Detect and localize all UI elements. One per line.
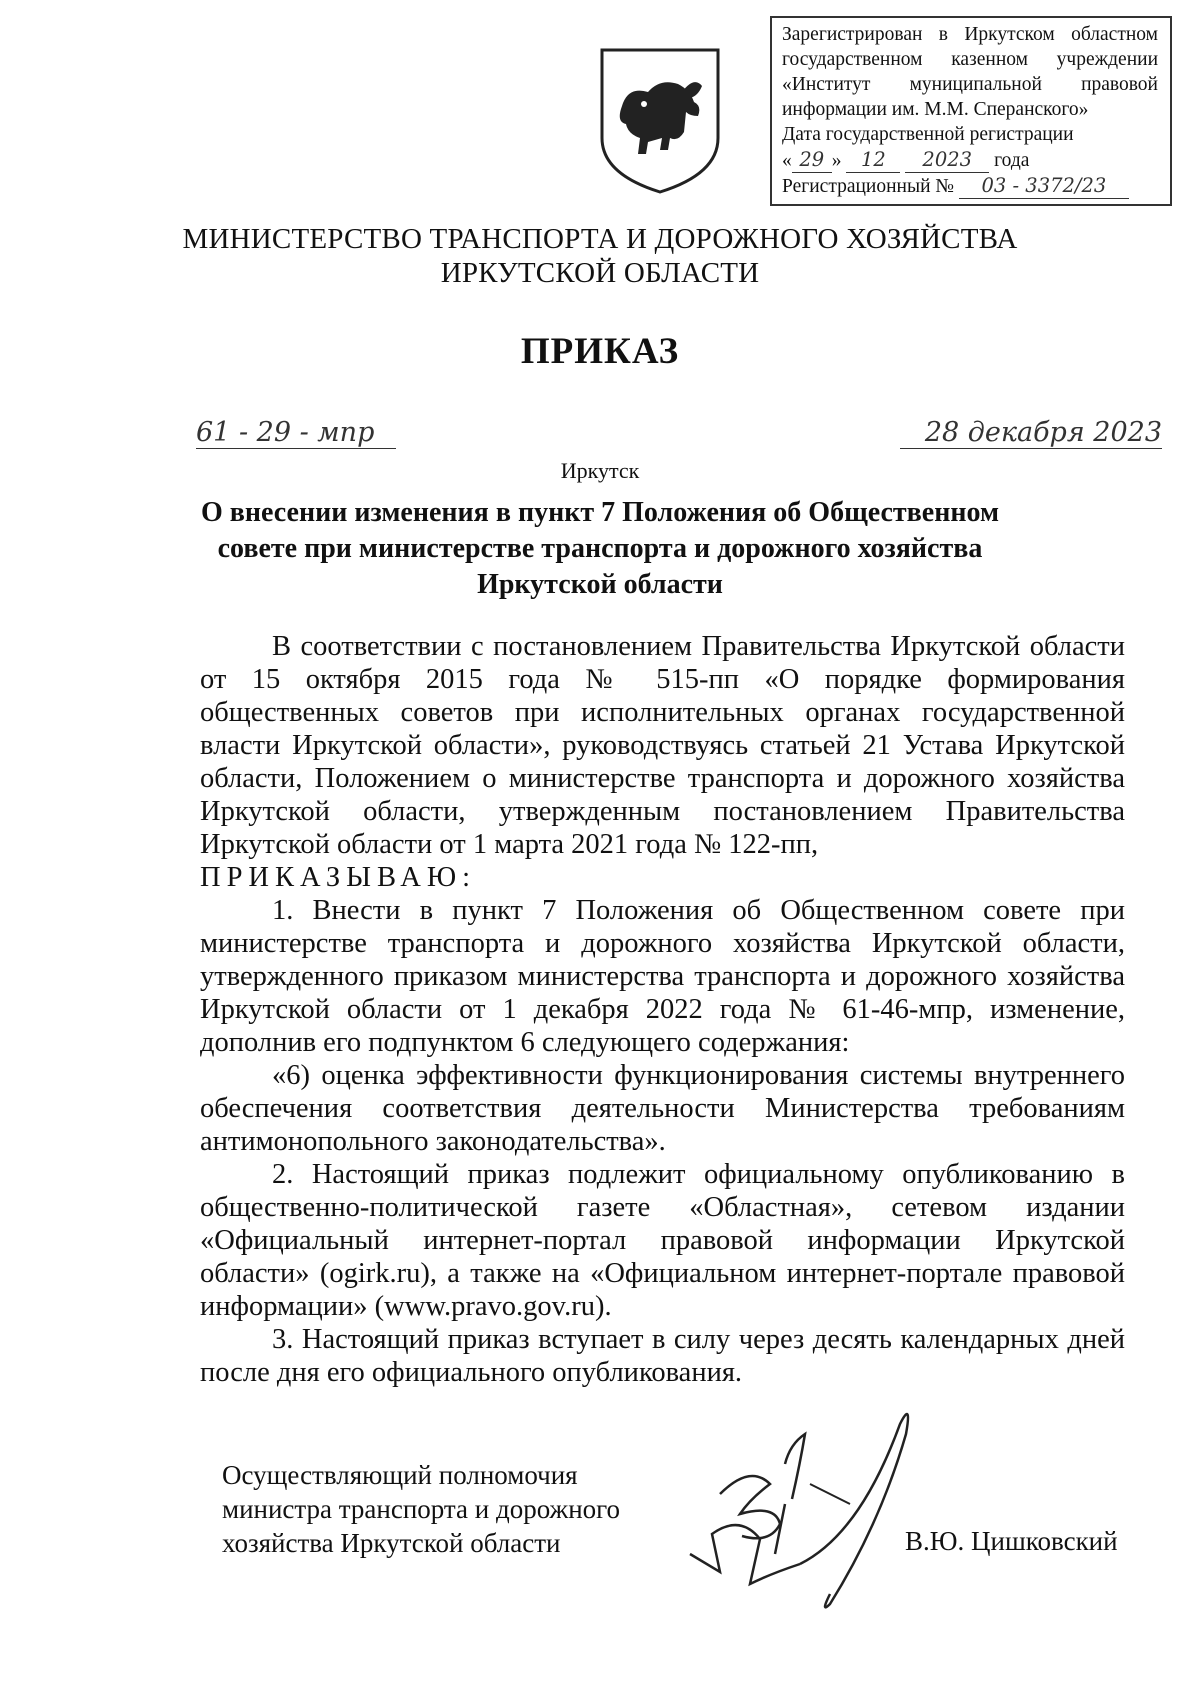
registration-line-4: информации им. М.М. Сперанского» <box>782 99 1089 120</box>
order-date: 28 декабря 2023 <box>900 418 1162 449</box>
city: Иркутск <box>560 458 640 483</box>
registration-line-3: «Институт муниципальной правовой <box>782 74 1158 95</box>
item-1: 1. Внести в пункт 7 Положения об Общественном совете при министерстве транспорта и дорожного хозяйства Иркутской области, утвержденного приказом министерства транспорта и дорожного хозяйства Иркутской области от 1 декабря 2022 года № 61-46-мпр, изменение, дополнив его подпунктом 6 следующего содержания: <box>200 895 1125 1058</box>
order-heading: О внесении изменения в пункт 7 Положения об Общественном совете при министерстве транспорта и дорожного хозяйства Иркутской области <box>200 497 1000 600</box>
ministry-name-line-2: ИРКУТСКОЙ ОБЛАСТИ <box>440 257 760 289</box>
preamble: В соответствии с постановлением Правительства Иркутской области от 15 октября 2015 года № 515-пп «О порядке формирования общественных советов при исполнительных органах государственной власти Иркутской области», руководствуясь статьей 21 Устава Иркутской области, Положением о министерстве транспорта и дорожного хозяйства Иркутской области, утвержденным постановлением Правительства Иркутской области от 1 марта 2021 года № 122-пп, <box>200 631 1125 860</box>
registration-number-label: Регистрационный № <box>782 176 955 197</box>
registration-line-5: Дата государственной регистрации <box>782 124 1074 145</box>
registration-line-2: государственном казенном учреждении <box>782 49 1158 70</box>
registration-year: 2023 <box>905 147 989 173</box>
order-body <box>200 630 1125 1389</box>
registration-line-1: Зарегистрирован в Иркутском областном <box>782 24 1158 45</box>
signatory-title <box>222 1458 662 1560</box>
registration-stamp <box>770 16 1172 206</box>
item-1-quote: «6) оценка эффективности функционирования системы внутреннего обеспечения соответствия деятельности Министерства требованиям антимонопольного законодательства». <box>200 1060 1125 1157</box>
coat-of-arms <box>598 46 722 196</box>
signatory-line-2: министра транспорта и дорожного <box>222 1494 621 1524</box>
registration-day: 29 <box>792 147 832 173</box>
order-number: 61 - 29 - мпр <box>196 418 396 449</box>
signatory-line-1: Осуществляющий полномочия <box>222 1460 578 1490</box>
ministry-name <box>0 222 1200 290</box>
registration-month: 12 <box>846 147 900 173</box>
signatory-name: В.Ю. Цишковский <box>905 1526 1118 1556</box>
item-3: 3. Настоящий приказ вступает в силу через десять календарных дней после дня его официального опубликования. <box>200 1324 1125 1388</box>
registration-year-suffix: года <box>994 150 1030 171</box>
item-2: 2. Настоящий приказ подлежит официальному опубликованию в общественно-политической газете «Областная», сетевом издании «Официальный интернет-портал правовой информации Иркутской области» (ogirk.ru), а также на «Официальном интернет-портале правовой информации» (www.pravo.gov.ru). <box>200 1159 1125 1322</box>
registration-number-row <box>782 173 1158 199</box>
ministry-name-line-1: МИНИСТЕРСТВО ТРАНСПОРТА И ДОРОЖНОГО ХОЗЯЙСТВА <box>182 223 1018 255</box>
handwritten-signature <box>680 1404 980 1614</box>
signatory-line-3: хозяйства Иркутской области <box>222 1528 561 1558</box>
registration-number: 03 - 3372/23 <box>959 173 1129 199</box>
registration-date: « 29 » 12 2023 года <box>782 148 1030 171</box>
order-word: ПРИКАЗЫВАЮ: <box>200 862 477 893</box>
document-type: ПРИКАЗ <box>520 331 680 372</box>
